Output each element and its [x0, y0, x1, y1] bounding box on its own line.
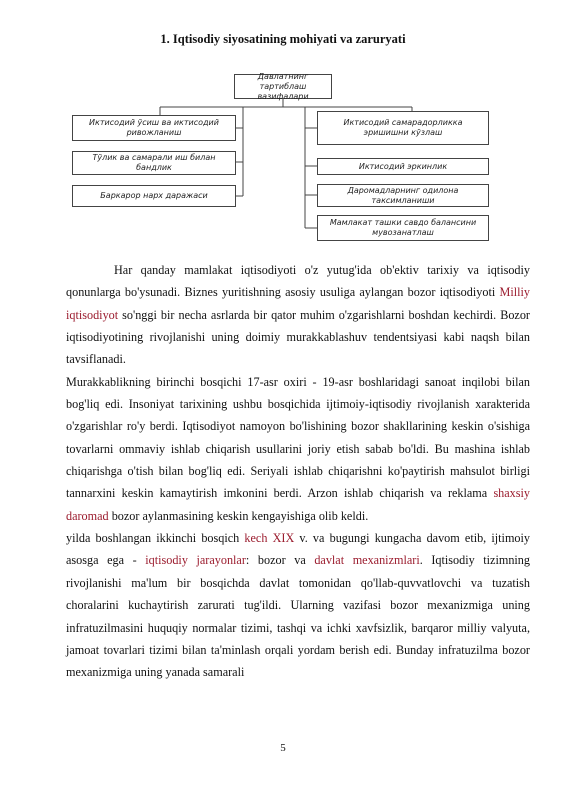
text-run: Murakkablikning birinchi bosqichi 17-asr oxiri - 19-asr boshlaridagi sanoat inqilobi bilan bog'liq edi. Insoniyat tarixining ushbu bosqichida ijtimoiy-iqtisodiy rivojlanish xarakterida o'zgarishlar ro'y berdi. Iqtisodiyot namoyon bo'lishining bozor shakllarining keskin o'sishiga tovarlarni ommaviy ishlab chiqarish usullarini joriy etish sabab bo'ldi. Bu mashina ishlab chiqarishga o'tish bilan bog'liq edi. Seriyali ishlab chiqarishni ko'paytirish mahsulot birligi tannarxini keskin kamaytirish imkonini berdi. Arzon ishlab chiqarish va reklama: [66, 374, 530, 501]
box-line: таксимланиши: [371, 195, 435, 205]
page-title: 1. Iqtisodiy siyosatining mohiyati va zaruryati: [160, 32, 406, 46]
link-davlat-mexanizmlari[interactable]: davlat mexanizmlari: [314, 553, 420, 568]
link-shaxsiy-daromad[interactable]: shaxsiy daromad: [66, 486, 530, 523]
box-line: ривожланиш: [126, 128, 182, 137]
diagram-right-box-2: [317, 158, 489, 175]
box-line: эришишни кўзлаш: [363, 128, 443, 137]
text-run: bozor aylanmasining keskin kengayishiga olib keldi.: [108, 508, 369, 523]
diagram-top-box: [234, 71, 332, 101]
link-milliy-iqtisodiyot[interactable]: Milliy iqtisodiyot: [66, 285, 530, 322]
text-run: . Iqtisodiy tizimning rivojlanishi ma'lum bir bosqichda davlat tomonidan qo'llab-quvvatlovchi va tuzatish choralarini kuchaytirish zarurati tug'ildi. Ularning vazifasi bozor mexanizmiga uning infratuzilmasini huquqiy normalar tizimi, tashqi va ichki xavfsizlik, barqaror milliy valyuta, jamoat tovarlari tizimi bilan ta'minlash orqali yordam berish edi. Bunday infratuzilma bozor mexanizmiga uning yanada samarali: [66, 553, 530, 680]
diagram-right-box-1: [317, 111, 489, 145]
link-iqtisodiy-jarayonlar[interactable]: iqtisodiy jarayonlar: [145, 553, 246, 568]
box-line: Иктисодий эркинлик: [358, 161, 448, 171]
text-run: so'nggi bir necha asrlarda bir qator muhim o'zgarishlarni boshdan kechirdi. Bozor iqtisodiyotining rivojlanishi uning doimiy murakkablashuv tendentsiyasi kabi naqsh bilan tavsiflanadi.: [66, 307, 530, 367]
box-line: Баркарор нарх даражаси: [100, 191, 208, 200]
box-line: Даромадларнинг одилона: [347, 185, 459, 195]
box-line: Иктисодий ўсиш ва иктисодий: [89, 118, 219, 127]
paragraph-1: [66, 259, 530, 371]
paragraph-2: [66, 371, 530, 527]
diagram-right-box-3: [317, 184, 489, 207]
box-line: вазифалари: [257, 91, 309, 101]
text-run: v. va bugungi kungacha davom etib, ijtimoiy asosga ega -: [66, 531, 530, 568]
diagram-left-box-3: [72, 185, 236, 207]
box-line: Давлатнинг тартиблаш: [257, 71, 309, 91]
diagram-left-box-1: [72, 115, 236, 141]
box-line: мувозанатлаш: [372, 228, 434, 237]
body-text: [66, 259, 530, 684]
paragraph-3: [66, 527, 530, 683]
box-line: Иктисодий самарадорликка: [343, 118, 463, 127]
text-run: Har qanday mamlakat iqtisodiyoti o'z yutug'ida ob'ektiv tarixiy va iqtisodiy qonunlarga bo'ysunadi. Biznes yuritishning asosiy usuliga aylangan bozor iqtisodiyoti: [66, 263, 530, 300]
text-run: yilda boshlangan ikkinchi bosqich: [66, 531, 245, 546]
link-kech-xix[interactable]: kech XIX: [244, 531, 295, 546]
text-run: : bozor va: [245, 553, 315, 568]
diagram-right-box-4: [317, 215, 489, 241]
page-number: 5: [280, 742, 286, 754]
diagram-left-box-2: [72, 151, 236, 175]
box-line: Тўлик ва самарали иш билан: [92, 153, 216, 162]
box-line: Мамлакат ташки савдо балансини: [329, 218, 477, 227]
box-line: бандлик: [136, 163, 172, 172]
